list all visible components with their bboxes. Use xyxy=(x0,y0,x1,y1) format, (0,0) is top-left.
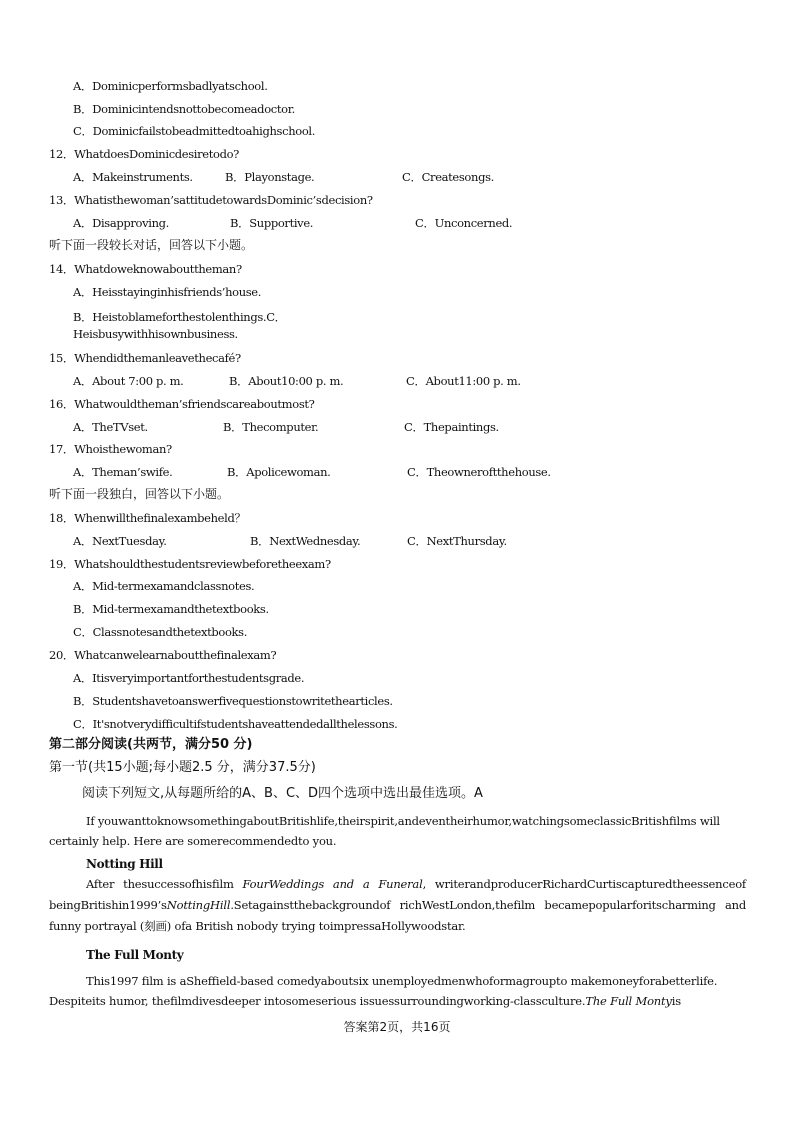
q13-options xyxy=(73,216,512,231)
film1-line1-film-title: FourWeddings and a Funeral xyxy=(242,877,423,891)
q17-option-a: A．Theman’swife. xyxy=(73,465,173,479)
film2-line2-text-b: is xyxy=(671,994,681,1008)
film1-line3: funny portrayal (刻画) ofa British nobody trying toimpressaHollywoodstar. xyxy=(49,919,466,933)
q12-option-b: B．Playonstage. xyxy=(225,170,315,184)
instruction-long-dialogue: 听下面一段较长对话，回答以下小题。 xyxy=(49,238,254,252)
q17-option-b: B．Apolicewoman. xyxy=(227,465,331,479)
film2-line2 xyxy=(49,994,681,1009)
q12-stem: 12．WhatdoesDominicdesiretodo? xyxy=(49,147,239,161)
film2-line2-film-title: The Full Monty xyxy=(585,994,672,1008)
q18-option-a: A．NextTuesday. xyxy=(73,534,167,548)
q17-options xyxy=(73,465,551,480)
q20-stem: 20．Whatcanwelearnaboutthefinalexam? xyxy=(49,648,277,662)
q13-option-b: B．Supportive. xyxy=(230,216,314,230)
q19-stem: 19．Whatshouldthestudentsreviewbeforetheexam? xyxy=(49,557,331,571)
film1-line1 xyxy=(86,877,746,892)
q12-option-a: A．Makeinstruments. xyxy=(73,170,193,184)
q13-stem: 13．Whatisthewoman’sattitudetowardsDominic’sdecision? xyxy=(49,193,373,207)
q14-option-b: B．Heistoblameforthestolenthings.C． xyxy=(73,310,286,324)
section1-heading: 第一节(共15小题;每小题2.5 分，满分37.5分) xyxy=(49,760,316,775)
q16-option-c: C．Thepaintings. xyxy=(404,420,499,434)
q20-option-a: A．Itisveryimportantforthestudentsgrade. xyxy=(73,671,305,685)
q14-stem: 14．Whatdoweknowabouttheman? xyxy=(49,262,242,276)
film1-line2-text-b: .Setagainstthebackgroundof richWestLondon,thefilm becamepopularforitscharming and xyxy=(230,898,746,912)
page-footer: 答案第2页，共16页 xyxy=(343,1020,451,1034)
q19-option-a: A．Mid-termexamandclassnotes. xyxy=(73,579,255,593)
film2-line1: This1997 film is aSheffield-based comedyaboutsix unemployedmenwhoformagroupto makemoneyforabetterlife. xyxy=(86,974,718,988)
q15-option-b: B．About10:00 p. m. xyxy=(229,374,344,388)
instruction-monologue: 听下面一段独白，回答以下小题。 xyxy=(49,487,230,501)
q11-option-a: A．Dominicperformsbadlyatschool. xyxy=(73,79,268,93)
film2-line2-text-a: Despiteits humor, thefilmdivesdeeper intosomeserious issuessurroundingworking-classculture. xyxy=(49,994,586,1008)
q16-stem: 16．Whatwouldtheman’sfriendscareaboutmost? xyxy=(49,397,315,411)
q15-stem: 15．Whendidthemanleavethecafé? xyxy=(49,351,241,365)
q11-option-b: B．Dominicintendsnottobecomeadoctor. xyxy=(73,102,295,116)
q17-option-c: C．Theowneroftthehouse. xyxy=(407,465,551,479)
q12-option-c: C．Createsongs. xyxy=(402,170,494,184)
q17-stem: 17．Whoisthewoman? xyxy=(49,442,172,456)
q11-option-c: C．Dominicfailstobeadmittedtoahighschool. xyxy=(73,124,316,138)
q12-options xyxy=(73,170,494,185)
q15-option-c: C．About11:00 p. m. xyxy=(406,374,521,388)
q15-option-a: A．About 7:00 p. m. xyxy=(73,374,184,388)
film1-line1-text-b: , writerandproducerRichardCurtiscapturedtheessenceof xyxy=(422,877,746,891)
q14-option-a: A．Heisstayinginhisfriends’house. xyxy=(73,285,262,299)
film1-line2-film-title: NottingHill xyxy=(166,898,231,912)
q18-option-b: B．NextWednesday. xyxy=(250,534,361,548)
q20-option-b: B．Studentshavetoanswerfivequestionstowritethearticles. xyxy=(73,694,393,708)
q19-option-b: B．Mid-termexamandthetextbooks. xyxy=(73,602,269,616)
q18-option-c: C．NextThursday. xyxy=(407,534,507,548)
film1-title: Notting Hill xyxy=(86,857,163,871)
passage-intro-line2: certainly help. Here are somerecommendedto you. xyxy=(49,834,337,848)
q13-option-a: A．Disapproving. xyxy=(73,216,169,230)
q14-option-c: Heisbusywithhisownbusiness. xyxy=(73,327,238,341)
q16-option-a: A．TheTVset. xyxy=(73,420,148,434)
q20-option-c: C．It'snotverydifficultifstudentshaveattendedallthelessons. xyxy=(73,717,398,731)
q18-options xyxy=(73,534,507,549)
reading-instruction: 阅读下列短文,从每题所给的A、B、C、D四个选项中选出最佳选项。A xyxy=(82,786,483,801)
film1-line2-text-a: beingBritishin1999’s xyxy=(49,898,167,912)
q15-options xyxy=(73,374,521,389)
q18-stem: 18．Whenwillthefinalexambeheld？ xyxy=(49,511,246,525)
part2-heading: 第二部分阅读(共两节，满分50 分) xyxy=(49,737,253,752)
q19-option-c: C．Classnotesandthetextbooks. xyxy=(73,625,248,639)
q16-options xyxy=(73,420,499,435)
film1-line2 xyxy=(49,898,746,913)
q13-option-c: C．Unconcerned. xyxy=(415,216,513,230)
passage-intro-line1: If youwanttoknowsomethingaboutBritishlife,theirspirit,andeventheirhumor,watchingsomeclassicBritishfilms will xyxy=(86,814,720,828)
film2-title: The Full Monty xyxy=(86,948,184,962)
film1-line1-text-a: After thesuccessofhisfilm xyxy=(86,877,243,891)
q16-option-b: B．Thecomputer. xyxy=(223,420,319,434)
